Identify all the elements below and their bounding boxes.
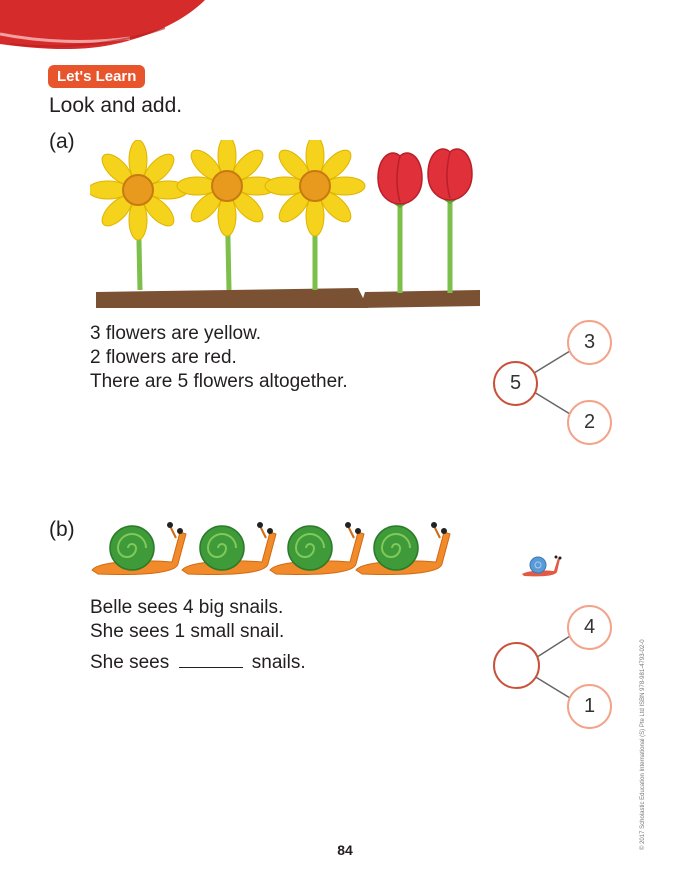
small-snail — [522, 556, 562, 577]
decorative-corner — [0, 0, 220, 50]
copyright-notice — [637, 610, 647, 850]
sentence: 3 flowers are yellow. — [90, 323, 262, 344]
copyright-text: © 2017 Scholastic Education International (S) Pte Ltd ISBN 978-981-4793-02-0 — [640, 639, 646, 850]
answer-blank[interactable] — [179, 666, 243, 668]
big-snail — [92, 522, 186, 575]
soil — [360, 290, 480, 308]
sentence: Belle sees 4 big snails. — [90, 597, 284, 618]
part-a-text — [90, 322, 348, 394]
sentence: 2 flowers are red. — [90, 347, 237, 368]
big-snail — [182, 522, 276, 575]
soil — [96, 288, 368, 308]
page-number: 84 — [337, 842, 353, 858]
sentence: She sees 1 small snail. — [90, 621, 285, 642]
yellow-flower — [265, 140, 365, 290]
instruction: Look and add. — [49, 94, 183, 117]
sentence: There are 5 flowers altogether. — [90, 371, 348, 392]
bond-part-circle: 3 — [567, 320, 612, 365]
big-snail — [270, 522, 364, 575]
question-sentence — [90, 651, 306, 675]
bond-part-circle: 2 — [567, 400, 612, 445]
question-after: snails. — [251, 652, 306, 673]
bond-part-circle: 4 — [567, 605, 612, 650]
question-before: She sees — [90, 652, 170, 673]
big-snail — [356, 522, 450, 575]
snails-illustration — [90, 520, 570, 582]
yellow-flower — [90, 140, 188, 290]
part-a-label: (a) — [49, 130, 75, 153]
flowers-illustration — [90, 140, 485, 310]
bond-whole-circle-blank[interactable] — [493, 642, 540, 689]
bond-part-circle: 1 — [567, 684, 612, 729]
red-flower — [428, 149, 472, 293]
part-b-label: (b) — [49, 518, 75, 541]
part-b-text — [90, 596, 306, 675]
bond-whole-circle: 5 — [493, 361, 538, 406]
yellow-flower — [177, 140, 277, 290]
lets-learn-badge: Let's Learn — [48, 65, 145, 88]
red-flower — [378, 153, 422, 293]
